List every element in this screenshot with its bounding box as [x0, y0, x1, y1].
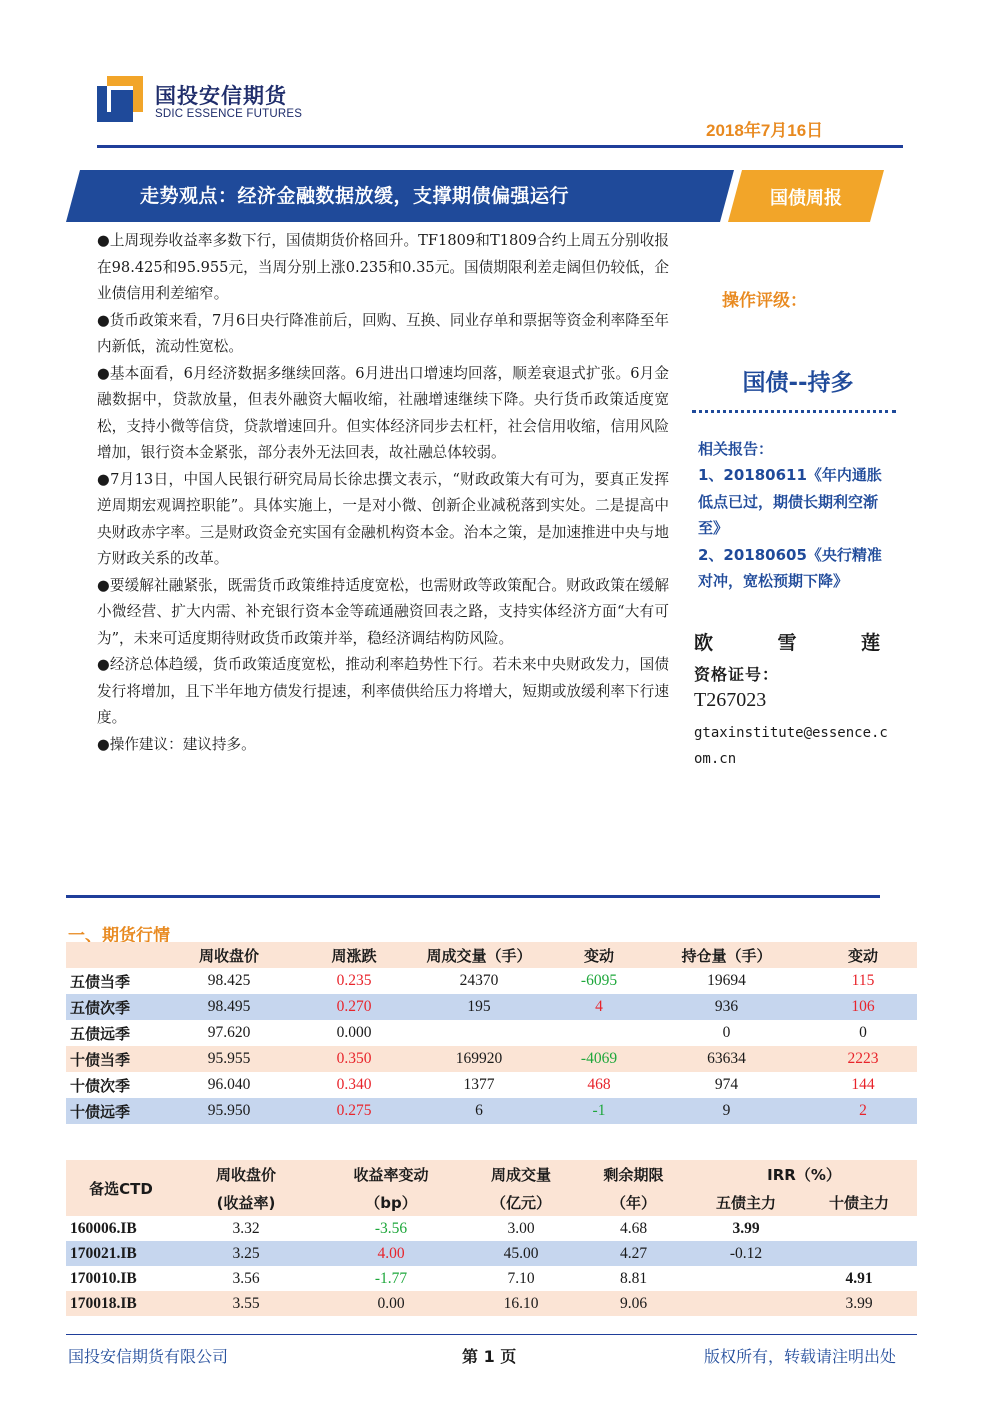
close-price-cell: 98.425: [207, 972, 251, 989]
price-change-cell: 0.275: [336, 1102, 372, 1119]
table-header-cell: 周收盘价: [215, 1165, 276, 1184]
table-row: [66, 1020, 917, 1046]
rating-label: 操作评级：: [722, 291, 807, 311]
table-header-cell: (收益率): [216, 1193, 276, 1212]
open-interest-change-cell: 106: [851, 998, 875, 1015]
table-header-cell: 五债主力: [715, 1193, 776, 1212]
irr-5y-cell: [691, 1266, 801, 1291]
volume-change-cell: 4: [595, 998, 603, 1015]
related-reports-title: 相关报告：: [698, 440, 774, 458]
volume-cell: 7.10: [507, 1269, 535, 1287]
analyst-email[interactable]: gtaxinstitute@essence.com.cn: [694, 725, 888, 767]
volume-change-cell: -6095: [580, 972, 618, 989]
footer-copyright: 版权所有，转载请注明出处: [704, 1347, 897, 1366]
analyst-name-char: 雪: [777, 632, 797, 654]
sidebar-divider: [692, 410, 896, 413]
close-price-cell: 96.040: [207, 1076, 251, 1093]
contract-label: 五债远季: [70, 1024, 131, 1043]
related-reports-list: [698, 462, 890, 595]
volume-cell: 16.10: [503, 1294, 539, 1312]
yield-change-cell: 0.00: [377, 1294, 405, 1312]
contract-label: 十债远季: [70, 1102, 131, 1121]
table-row: [66, 1266, 917, 1291]
irr-10y-cell: 3.99: [845, 1294, 873, 1312]
table-header-cell: IRR（%）: [767, 1165, 841, 1184]
volume-cell: 6: [475, 1102, 483, 1119]
volume-change-cell: [554, 1020, 644, 1046]
report-date: 2018年7月16日: [706, 121, 824, 140]
section-divider: [66, 895, 880, 898]
table-row: [66, 1072, 917, 1098]
analyst-name-char: 欧: [694, 632, 714, 654]
contract-label: 十债次季: [70, 1076, 131, 1095]
volume-cell: 195: [467, 998, 491, 1015]
open-interest-cell: 974: [714, 1076, 739, 1093]
company-logo: [97, 72, 307, 128]
table-header-cell: [66, 942, 154, 968]
yield-close-cell: 3.32: [232, 1219, 260, 1237]
page-number: 第 1 页: [462, 1347, 517, 1366]
contract-label: 十债当季: [70, 1050, 131, 1069]
open-interest-cell: 0: [722, 1024, 731, 1041]
yield-close-cell: 3.56: [232, 1269, 260, 1287]
ctd-bonds-table: [66, 1160, 917, 1316]
bond-code-cell: 170018.IB: [70, 1294, 137, 1312]
analysis-paragraph: ●货币政策来看，7月6日央行降准前后，回购、互换、同业存单和票据等资金利率降至年内新低，流动性宽松。: [97, 311, 669, 355]
certificate-number: T267023: [694, 689, 767, 711]
table-row: [66, 1098, 917, 1124]
volume-cell: 3.00: [507, 1219, 535, 1237]
analyst-name: [694, 628, 880, 655]
tenor-cell: 8.81: [619, 1269, 648, 1287]
footer-divider: [66, 1334, 917, 1335]
volume-cell: [404, 1020, 554, 1046]
yield-change-cell: -1.77: [374, 1269, 408, 1287]
bond-code-cell: 160006.IB: [70, 1219, 137, 1237]
yield-change-cell: 4.00: [377, 1244, 405, 1262]
section-title: 一、期货行情: [68, 926, 170, 946]
related-report-link[interactable]: 2、20180605《央行精准对冲，宽松预期下降》: [698, 545, 882, 590]
table-header-cell: 十债主力: [828, 1193, 889, 1212]
analysis-body: [97, 228, 669, 758]
analysis-paragraph: ●7月13日，中国人民银行研究局局长徐忠撰文表示，“财政政策大有可为，要真正发挥逆周期宏观调控职能”。具体实施上，一是对小微、创新企业减税落到实处。二是提高中央财政赤字率。三是财政资金充实国有金融机构资本金。治本之策，是加速推进中央与地方财政关系的改革。: [97, 470, 669, 567]
table-header-cell: （bp）: [365, 1193, 417, 1212]
table-header-cell: 周涨跌: [331, 946, 377, 965]
analysis-paragraph: ●基本面看，6月经济数据多继续回落。6月进出口增速均回落，顺差衰退式扩张。6月金融数据中，贷款放量，但表外融资大幅收缩，社融增速继续下降。央行货币政策适度宽松，支持小微等信贷，贷款增速回升。但实体经济同步去杠杆，社会信用收缩，信用风险增加，银行资本金紧张，部分表外无法回表，故社融总体较弱。: [97, 364, 669, 461]
volume-cell: 1377: [463, 1076, 495, 1093]
open-interest-cell: 936: [714, 998, 739, 1015]
table-row: [66, 1216, 917, 1241]
analysis-paragraph: ●经济总体趋缓，货币政策适度宽松，推动利率趋势性下行。若未来中央财政发力，国债发行将增加，且下半年地方债发行提速，利率债供给压力将增大，短期或放缓利率下行速度。: [97, 656, 669, 726]
analysis-paragraph: ●上周现券收益率多数下行，国债期货价格回升。TF1809和T1809合约上周五分别收报在98.425和95.955元，当周分别上涨0.235和0.35元。国债期限利差走阔但仍较低，企业债信用利差缩窄。: [97, 232, 669, 302]
irr-5y-cell: 3.99: [732, 1219, 760, 1237]
table-header-row: [66, 1188, 917, 1216]
open-interest-change-cell: 0: [859, 1024, 867, 1041]
irr-5y-cell: [691, 1291, 801, 1316]
volume-cell: 45.00: [503, 1244, 539, 1262]
open-interest-cell: 19694: [707, 972, 746, 989]
tenor-cell: 9.06: [619, 1294, 648, 1312]
yield-close-cell: 3.55: [232, 1294, 260, 1312]
irr-10y-cell: 4.91: [845, 1269, 873, 1287]
tenor-cell: 4.68: [619, 1219, 648, 1237]
volume-change-cell: -1: [592, 1102, 606, 1119]
table-row: [66, 1046, 917, 1072]
table-header-cell: 变动: [847, 946, 878, 965]
table-header-cell: 备选CTD: [89, 1179, 153, 1198]
headline-title: 走势观点：经济金融数据放缓，支撑期债偏强运行: [140, 185, 570, 207]
header-divider: [97, 145, 903, 148]
contract-label: 五债当季: [70, 972, 131, 991]
volume-cell: 24370: [459, 972, 499, 989]
bond-code-cell: 170010.IB: [70, 1269, 137, 1287]
price-change-cell: 0.350: [336, 1050, 372, 1067]
footer-company: 国投安信期货有限公司: [68, 1347, 229, 1366]
table-header-row: [66, 942, 917, 968]
analysis-paragraph: ●操作建议：建议持多。: [97, 735, 256, 753]
logo-text-en: SDIC ESSENCE FUTURES: [155, 108, 303, 120]
table-header-cell: 周收盘价: [198, 946, 259, 965]
analysis-paragraph: ●要缓解社融紧张，既需货币政策维持适度宽松，也需财政等政策配合。财政政策在缓解小微经营、扩大内需、补充银行资本金等疏通融资回表之路，支持实体经济方面“大有可为”，未来可适度期待财政货币政策并举，稳经济调结构防风险。: [97, 576, 669, 647]
tenor-cell: 4.27: [619, 1244, 648, 1262]
close-price-cell: 95.950: [207, 1102, 251, 1119]
open-interest-change-cell: 2223: [847, 1050, 879, 1067]
table-header-row: [66, 1160, 917, 1188]
certificate-label: 资格证号：: [694, 665, 780, 684]
table-header-cell: 收益率变动: [353, 1165, 429, 1184]
table-header-cell: （亿元）: [490, 1193, 551, 1212]
open-interest-change-cell: 2: [859, 1102, 867, 1119]
close-price-cell: 95.955: [207, 1050, 251, 1067]
volume-change-cell: 468: [587, 1076, 611, 1093]
table-header-cell: 持仓量（手）: [681, 946, 772, 965]
open-interest-change-cell: 144: [851, 1076, 875, 1093]
logo-mark-icon: [97, 76, 143, 122]
rating-value: 国债--持多: [742, 370, 854, 396]
price-change-cell: 0.270: [336, 998, 372, 1015]
irr-10y-cell: [801, 1241, 917, 1266]
volume-change-cell: -4069: [580, 1050, 618, 1067]
table-header-cell: （年）: [610, 1193, 656, 1212]
price-change-cell: 0.235: [336, 972, 372, 989]
volume-cell: 169920: [455, 1050, 503, 1067]
price-change-cell: 0.340: [336, 1076, 372, 1093]
yield-change-cell: -3.56: [374, 1219, 408, 1237]
table-header-cell: 变动: [583, 946, 614, 965]
irr-5y-cell: -0.12: [729, 1244, 763, 1262]
close-price-cell: 97.620: [207, 1024, 251, 1041]
category-label: 国债周报: [770, 188, 842, 209]
table-header-cell: 剩余期限: [603, 1165, 664, 1184]
table-header-cell: 周成交量（手）: [426, 946, 532, 965]
price-change-cell: 0.000: [336, 1024, 372, 1041]
table-row: [66, 968, 917, 994]
analyst-name-char: 莲: [860, 632, 880, 654]
contract-label: 五债次季: [70, 998, 131, 1017]
table-row: [66, 1241, 917, 1266]
close-price-cell: 98.495: [207, 998, 251, 1015]
logo-text-cn: 国投安信期货: [155, 84, 287, 108]
open-interest-cell: 63634: [707, 1050, 746, 1067]
yield-close-cell: 3.25: [232, 1244, 260, 1262]
table-row: [66, 994, 917, 1020]
bond-code-cell: 170021.IB: [70, 1244, 137, 1262]
irr-10y-cell: [801, 1216, 917, 1241]
table-header-cell: 周成交量: [490, 1165, 551, 1184]
futures-quotes-table: [66, 942, 917, 1124]
open-interest-cell: 9: [722, 1102, 731, 1119]
table-row: [66, 1291, 917, 1316]
related-report-link[interactable]: 1、20180611《年内通胀低点已过，期债长期利空渐至》: [698, 466, 882, 537]
open-interest-change-cell: 115: [851, 972, 875, 989]
